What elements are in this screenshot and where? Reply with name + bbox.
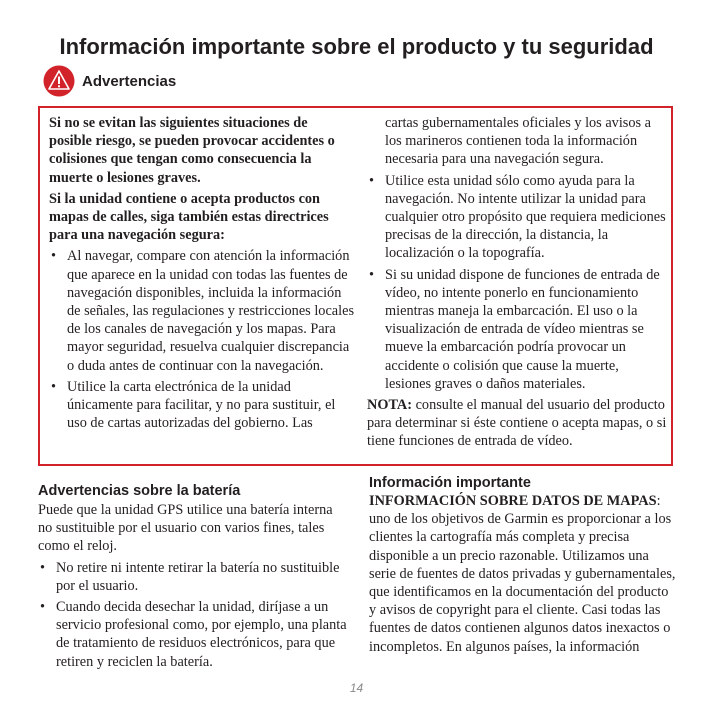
- info-heading: Información importante: [369, 475, 531, 491]
- battery-section: [38, 482, 348, 671]
- map-data-text: uno de los objetivos de Garmin es proporcionar a los clientes la cartografía más completa y precisa disponible a un precio razonable. Utilizamos una serie de fuentes de datos privadas y gubernamentales, que identificamos en la documentación del producto y avisos de copyright para el cliente. Casi todas las fuentes de datos contienen algunos datos inexactos o incompletos. En algunos países, la información: [369, 511, 676, 655]
- warnings-continuation: cartas gubernamentales oficiales y los avisos a los marineros contienen toda la información necesaria para una navegación segura.: [385, 115, 651, 168]
- warnings-left-list: [49, 247, 354, 432]
- list-item: • No retire ni intente retirar la batería no sustituible por el usuario.: [38, 559, 348, 595]
- battery-heading: Advertencias sobre la batería: [38, 483, 241, 499]
- warning-triangle-icon: [43, 65, 75, 97]
- battery-list: [38, 559, 348, 671]
- note: [367, 396, 667, 451]
- list-item: • Al navegar, compare con atención la información que aparece en la unidad con todas las fuentes de navegación disponibles, incluida la información de señales, las regulaciones y restricciones locales de los canales de navegación y los mapas. Para mayor seguridad, resuelva cualquier discrepancia o duda antes de continuar con la navegación.: [49, 247, 354, 374]
- note-text: consulte el manual del usuario del producto para determinar si éste contiene o acepta mapas, o si tiene funciones de entrada de vídeo.: [367, 397, 667, 450]
- battery-intro: Puede que la unidad GPS utilice una batería interna no sustituible por el usuario con varios fines, tales como el reloj.: [38, 502, 333, 555]
- warnings-street-maps-intro: Si la unidad contiene o acepta productos con mapas de calles, siga también estas directrices para una navegación segura:: [49, 190, 329, 244]
- warnings-left-column: [49, 114, 354, 432]
- map-data-info: [369, 492, 679, 656]
- list-item: • Cuando decida desechar la unidad, diríjase a un servicio profesional como, por ejemplo, una planta de tratamiento de residuos electrónicos, para que retiren y reciclen la batería.: [38, 598, 348, 671]
- page-number: 14: [349, 681, 364, 695]
- list-item: • Si su unidad dispone de funciones de entrada de vídeo, no intente ponerlo en funcionamiento mientras maneja la embarcación. El uso o la visualización de entrada de vídeo mientras se mueve la embarcación podría provocar un accidente o colisión que cause la muerte, lesiones graves o daños materiales.: [367, 266, 667, 393]
- page-title: Información importante sobre el producto y tu seguridad: [59, 34, 654, 59]
- warnings-right-list: [367, 172, 667, 393]
- warnings-heading: Advertencias: [82, 73, 177, 90]
- note-label: NOTA:: [367, 397, 413, 414]
- info-section: [369, 474, 679, 656]
- warnings-right-column: [367, 114, 667, 451]
- map-data-label-suffix: :: [656, 493, 661, 509]
- warnings-intro: Si no se evitan las siguientes situaciones de posible riesgo, se pueden provocar accidentes o colisiones que tengan como consecuencia la muerte o lesiones graves.: [49, 115, 335, 186]
- list-item: • Utilice la carta electrónica de la unidad únicamente para facilitar, y no para sustituir, el uso de cartas autorizadas del gobierno. Las: [49, 378, 354, 433]
- list-item: • Utilice esta unidad sólo como ayuda para la navegación. No intente utilizar la unidad para cualquier otro propósito que requiera mediciones precisas de la dirección, la distancia, la localización o la topografía.: [367, 172, 667, 263]
- map-data-label: INFORMACIÓN SOBRE DATOS DE MAPAS: [369, 493, 657, 509]
